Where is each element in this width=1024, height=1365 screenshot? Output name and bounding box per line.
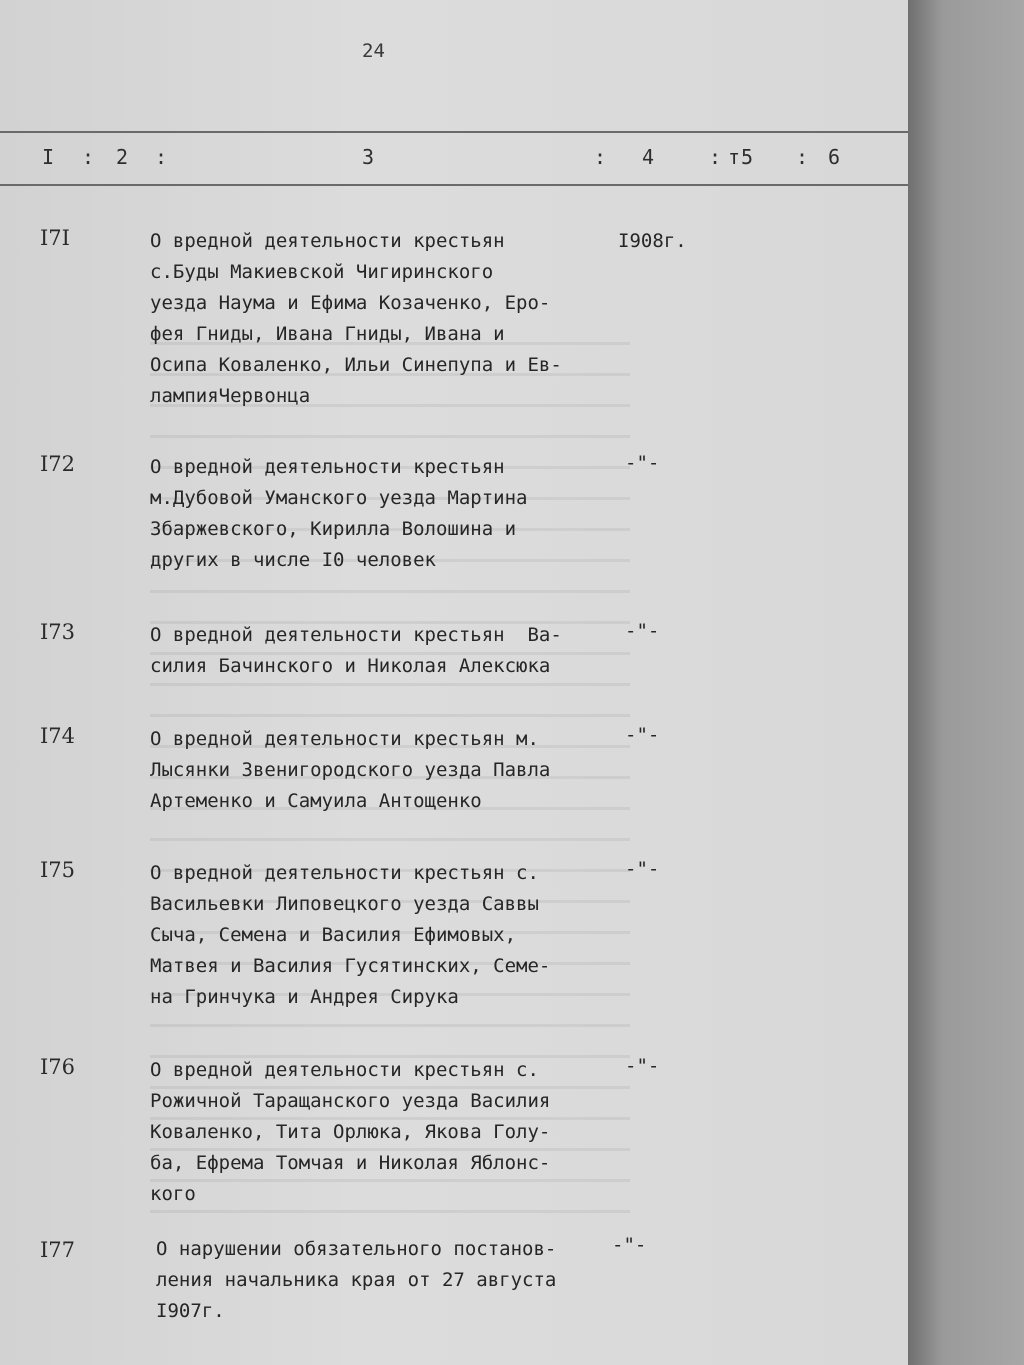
page-number: 24 [362,40,385,62]
entry-line: Матвея и Василия Гусятинских, Семе- [150,955,551,977]
entry-line: О вредной деятельности крестьян [150,456,505,478]
column-separator: : [594,145,608,169]
column-separator: : [82,145,96,169]
entry-line: О вредной деятельности крестьян м. [150,728,539,750]
header-rule-bottom [0,184,908,186]
entry-line: Васильевки Липовецкого уезда Саввы [150,893,539,915]
entry-line: О вредной деятельности крестьян с. [150,1059,539,1081]
entry-line: ления начальника края от 27 августа [156,1269,557,1291]
entry-description [150,620,620,682]
entry-date: -"- [625,452,660,474]
entry-number: I74 [40,724,76,748]
entry-description [150,858,620,1013]
entry-line: с.Буды Макиевской Чигиринского [150,261,494,283]
column-separator: : [155,145,169,169]
entry-number: I77 [40,1238,76,1262]
column-header-1: I [42,145,56,169]
background-surface [908,0,1024,1365]
entry-number: I73 [40,620,76,644]
entry-description [150,1055,620,1210]
entry-number: I76 [40,1055,76,1079]
entry-line: ба, Ефрема Томчая и Николая Яблонс- [150,1152,551,1174]
entry-line: Лысянки Звенигородского уезда Павла [150,759,551,781]
entry-line: Коваленко, Тита Орлюка, Якова Голу- [150,1121,551,1143]
entry-line: лампияЧервонца [150,385,311,407]
entry-description [156,1234,626,1327]
column-header-5: т5 [728,145,755,169]
entry-line: О вредной деятельности крестьян [150,230,505,252]
entry-line: О нарушении обязательного постанов- [156,1238,557,1260]
entry-date: -"- [625,724,660,746]
entry-description [150,452,620,576]
entry-line: О вредной деятельности крестьян Ва- [150,624,562,646]
entry-number: I75 [40,858,76,882]
entry-number: I7I [40,226,70,250]
header-rule-top [0,131,908,133]
entry-line: фея Гниды, Ивана Гниды, Ивана и [150,323,505,345]
entry-description [150,226,620,412]
entry-line: I907г. [156,1300,225,1322]
entry-line: м.Дубовой Уманского уезда Мартина [150,487,528,509]
entry-line: Осипа Коваленко, Ильи Синепупа и Ев- [150,354,562,376]
entry-date: -"- [612,1234,647,1256]
entry-line: Сыча, Семена и Василия Ефимовых, [150,924,517,946]
entry-line: Рожичной Таращанского уезда Василия [150,1090,551,1112]
column-header-2: 2 [116,145,130,169]
entry-date: I908г. [618,230,687,252]
entry-line: Артеменко и Самуила Антощенко [150,790,482,812]
entry-date: -"- [625,1055,660,1077]
entry-date: -"- [625,620,660,642]
entry-line: на Гринчука и Андрея Сирука [150,986,459,1008]
column-separator: : [796,145,810,169]
entry-line: Збаржевского, Кирилла Волошина и [150,518,517,540]
entry-number: I72 [40,452,76,476]
entry-line: других в числе I0 человек [150,549,436,571]
entry-line: силия Бачинского и Николая Алексюка [150,655,551,677]
entry-line: О вредной деятельности крестьян с. [150,862,539,884]
column-header-6: 6 [828,145,842,169]
column-header-4: 4 [642,145,656,169]
entry-line: кого [150,1183,196,1205]
entry-description [150,724,620,817]
entry-date: -"- [625,858,660,880]
column-header-3: 3 [362,145,376,169]
column-separator: : [709,145,723,169]
entry-line: уезда Наума и Ефима Козаченко, Еро- [150,292,551,314]
